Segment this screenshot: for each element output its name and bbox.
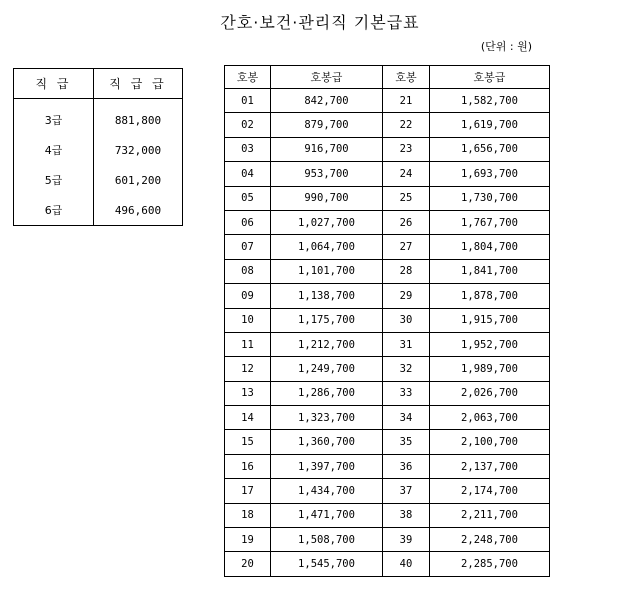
pay-cell: 879,700 [271,113,383,137]
step-cell: 19 [225,528,271,552]
grade-cell: 5급 [14,165,94,195]
step-cell: 23 [383,137,430,161]
step-cell: 34 [383,406,430,430]
table-row [225,210,550,234]
step-cell: 28 [383,259,430,283]
pay-cell: 1,101,700 [271,259,383,283]
pay-cell: 1,212,700 [271,332,383,356]
step-cell: 31 [383,332,430,356]
step-cell: 01 [225,89,271,113]
step-cell: 22 [383,113,430,137]
table-row [225,284,550,308]
pay-cell: 2,063,700 [430,406,550,430]
step-cell: 38 [383,503,430,527]
pay-cell: 2,100,700 [430,430,550,454]
table-row [225,332,550,356]
step-cell: 29 [383,284,430,308]
table-row [225,503,550,527]
amount-cell: 601,200 [114,173,162,187]
pay-cell: 1,286,700 [271,381,383,405]
step-cell: 40 [383,552,430,576]
step-cell: 08 [225,259,271,283]
step-salary-table [224,65,550,577]
unit-note: (단위 : 원) [480,40,532,53]
table-row [225,137,550,161]
step-cell: 37 [383,479,430,503]
table-row [225,308,550,332]
step-cell: 36 [383,454,430,478]
pay-cell: 1,841,700 [430,259,550,283]
pay-cell: 990,700 [271,186,383,210]
step-cell: 15 [225,430,271,454]
grade-cell: 4급 [14,135,94,165]
pay-cell: 1,767,700 [430,210,550,234]
pay-cell: 1,878,700 [430,284,550,308]
grade-amount-column-header: 직 급 급 [94,69,183,99]
step-cell: 27 [383,235,430,259]
step-cell: 04 [225,162,271,186]
pay-cell: 1,360,700 [271,430,383,454]
step-cell: 07 [225,235,271,259]
pay-cell: 1,471,700 [271,503,383,527]
step-cell: 05 [225,186,271,210]
grade-table-header-row [14,69,183,99]
table-row [225,186,550,210]
step-cell: 17 [225,479,271,503]
table-row [225,528,550,552]
table-row [14,165,183,195]
step-pay-column-header: 호봉급 [430,66,550,89]
pay-cell: 1,508,700 [271,528,383,552]
pay-cell: 2,248,700 [430,528,550,552]
step-cell: 39 [383,528,430,552]
step-column-header: 호봉 [225,66,271,89]
step-cell: 11 [225,332,271,356]
grade-column-header: 직 급 [14,69,94,99]
step-cell: 14 [225,406,271,430]
table-row [225,430,550,454]
page-title: 간호·보건·관리직 기본급표 [220,13,420,32]
step-column-header: 호봉 [383,66,430,89]
pay-cell: 1,545,700 [271,552,383,576]
table-row [225,357,550,381]
step-cell: 24 [383,162,430,186]
pay-cell: 1,064,700 [271,235,383,259]
step-cell: 09 [225,284,271,308]
table-row [14,195,183,226]
table-row [225,479,550,503]
step-cell: 25 [383,186,430,210]
table-row [225,162,550,186]
pay-cell: 1,730,700 [430,186,550,210]
grade-cell: 3급 [14,99,94,136]
pay-cell: 2,174,700 [430,479,550,503]
step-cell: 21 [383,89,430,113]
step-cell: 12 [225,357,271,381]
pay-cell: 1,323,700 [271,406,383,430]
pay-cell: 1,952,700 [430,332,550,356]
pay-cell: 1,175,700 [271,308,383,332]
table-row [225,89,550,113]
pay-cell: 842,700 [271,89,383,113]
step-cell: 06 [225,210,271,234]
step-cell: 30 [383,308,430,332]
step-cell: 32 [383,357,430,381]
step-cell: 10 [225,308,271,332]
step-cell: 35 [383,430,430,454]
grade-salary-table [13,68,183,226]
step-cell: 26 [383,210,430,234]
step-cell: 20 [225,552,271,576]
grade-cell: 6급 [14,195,94,226]
table-row [225,454,550,478]
table-row [225,552,550,576]
pay-cell: 1,138,700 [271,284,383,308]
pay-cell: 1,434,700 [271,479,383,503]
pay-cell: 1,582,700 [430,89,550,113]
pay-cell: 1,693,700 [430,162,550,186]
step-table-body [225,89,550,577]
pay-cell: 1,249,700 [271,357,383,381]
step-cell: 16 [225,454,271,478]
amount-cell: 496,600 [114,203,162,217]
step-cell: 02 [225,113,271,137]
step-table-header-row [225,66,550,89]
pay-cell: 1,027,700 [271,210,383,234]
pay-cell: 953,700 [271,162,383,186]
pay-cell: 2,137,700 [430,454,550,478]
pay-cell: 1,989,700 [430,357,550,381]
step-cell: 13 [225,381,271,405]
table-row [14,135,183,165]
pay-cell: 2,285,700 [430,552,550,576]
pay-cell: 1,804,700 [430,235,550,259]
table-row [225,406,550,430]
table-row [14,99,183,136]
pay-cell: 916,700 [271,137,383,161]
pay-cell: 2,211,700 [430,503,550,527]
amount-cell: 732,000 [114,143,162,157]
table-row [225,235,550,259]
pay-cell: 1,656,700 [430,137,550,161]
pay-cell: 2,026,700 [430,381,550,405]
pay-cell: 1,619,700 [430,113,550,137]
table-row [225,113,550,137]
step-cell: 33 [383,381,430,405]
amount-cell: 881,800 [114,113,162,127]
pay-cell: 1,397,700 [271,454,383,478]
table-row [225,381,550,405]
step-pay-column-header: 호봉급 [271,66,383,89]
step-cell: 18 [225,503,271,527]
step-cell: 03 [225,137,271,161]
pay-cell: 1,915,700 [430,308,550,332]
table-row [225,259,550,283]
